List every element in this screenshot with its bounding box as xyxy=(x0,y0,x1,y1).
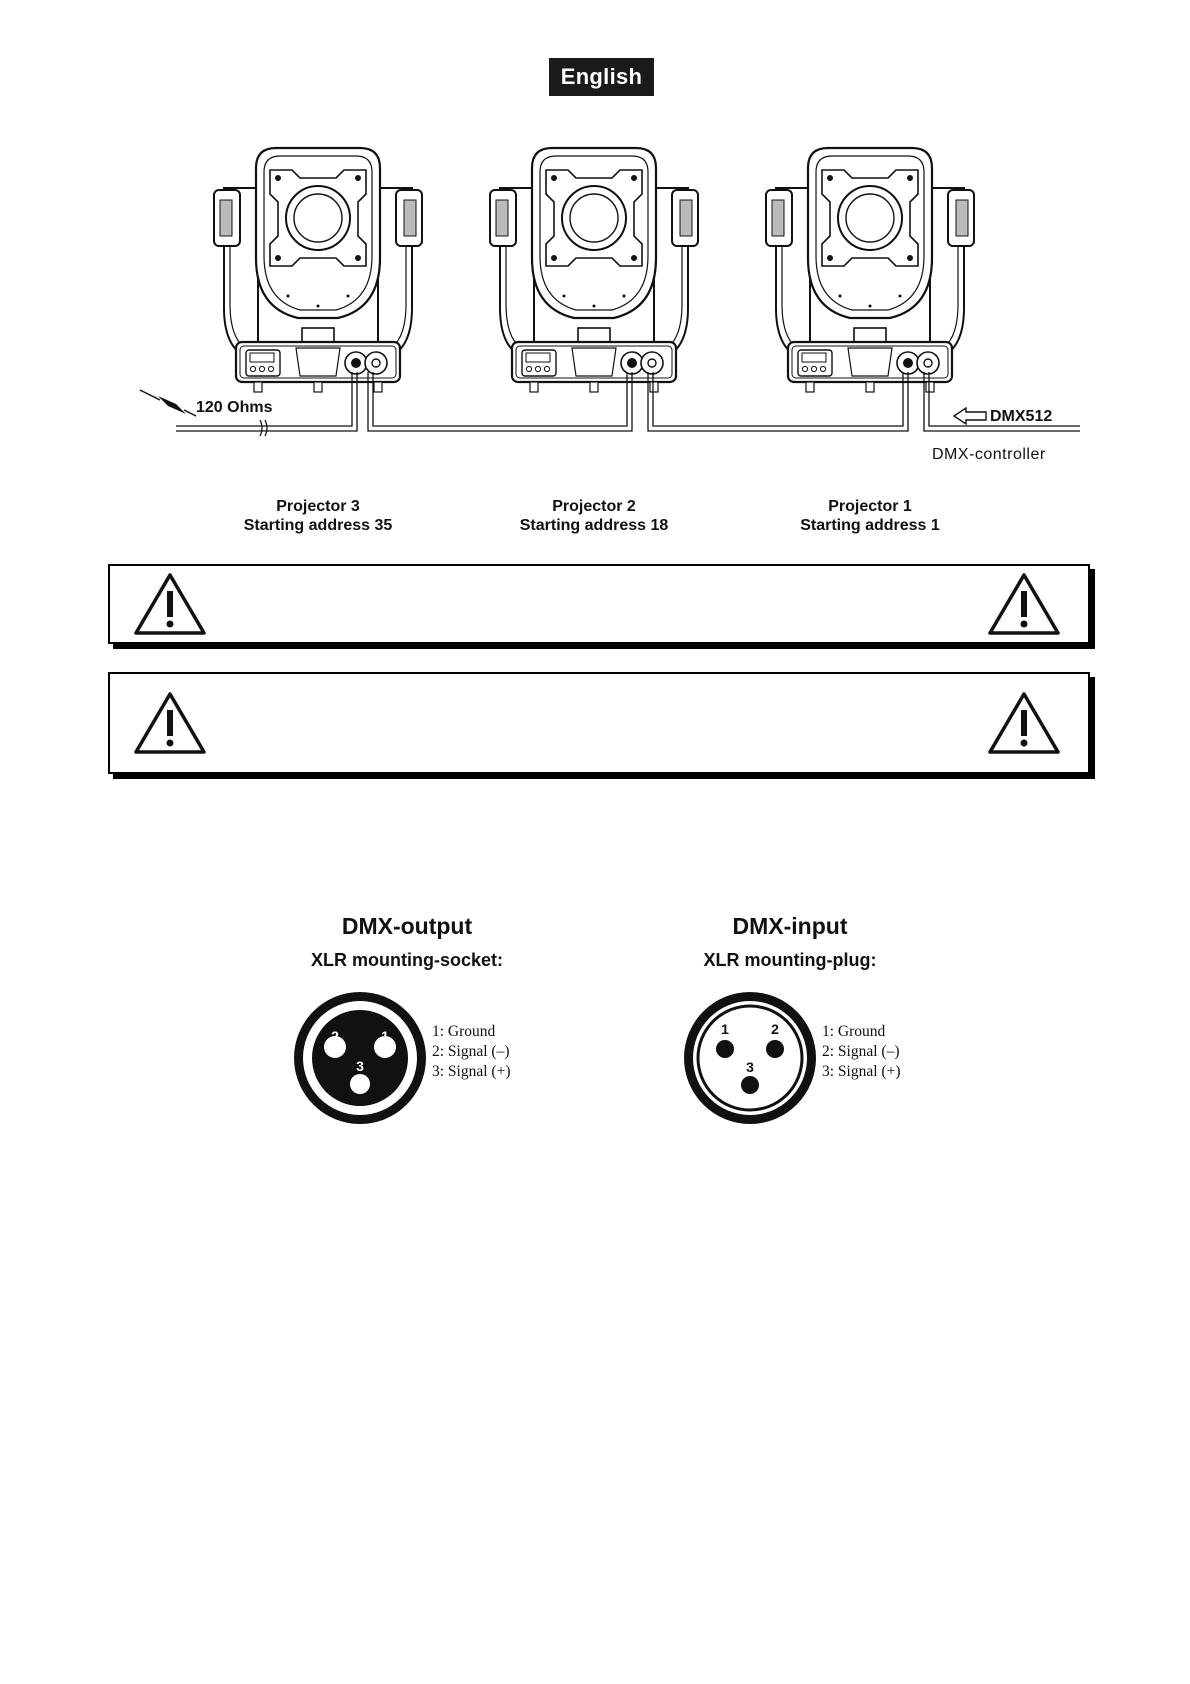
dmx512-label: DMX512 xyxy=(990,408,1053,425)
warning-triangle-icon xyxy=(132,571,208,637)
dmx-input-section xyxy=(640,912,940,972)
pin-legend-item: 2: Signal (–) xyxy=(432,1043,510,1060)
terminator-label: 120 Ohms xyxy=(196,399,273,416)
warning-triangle-icon xyxy=(986,690,1062,756)
projector-2-drawing xyxy=(490,148,698,392)
projector-3-caption xyxy=(208,497,428,535)
pin-legend-item: 3: Signal (+) xyxy=(432,1063,511,1080)
projector-3-drawing xyxy=(214,148,422,392)
projector-name: Projector 2 xyxy=(552,498,636,515)
warning-triangle-icon xyxy=(986,571,1062,637)
projector-address: Starting address 35 xyxy=(243,517,393,534)
warning-triangle-icon xyxy=(132,690,208,756)
plug-pin-label: 2 xyxy=(771,1021,779,1037)
plug-pin-label: 3 xyxy=(746,1059,754,1075)
dmx-output-section xyxy=(257,912,557,972)
socket-pin-label: 3 xyxy=(356,1058,364,1074)
dmx-input-subtitle: XLR mounting-plug: xyxy=(703,950,877,970)
projector-1-drawing xyxy=(766,148,974,392)
dmx-wiring-diagram xyxy=(0,0,1190,560)
projector-address: Starting address 1 xyxy=(800,517,940,534)
dmx-output-title: DMX-output xyxy=(341,913,473,939)
socket-pin-label: 2 xyxy=(331,1028,339,1044)
pin-legend-item: 1: Ground xyxy=(432,1023,496,1040)
warning-box xyxy=(108,672,1090,774)
xlr-plug-icon xyxy=(680,988,820,1128)
projector-name: Projector 1 xyxy=(828,498,912,515)
pin-legend-item: 2: Signal (–) xyxy=(822,1043,900,1060)
pin-legend-item: 1: Ground xyxy=(822,1023,886,1040)
dmx-output-subtitle: XLR mounting-socket: xyxy=(311,950,503,970)
dmx-input-pin-legend xyxy=(822,1022,900,1082)
projector-name: Projector 3 xyxy=(276,498,360,515)
plug-pin-label: 1 xyxy=(721,1021,729,1037)
dmx-input-title: DMX-input xyxy=(732,913,848,939)
terminator-resistor-icon xyxy=(140,390,196,416)
dmx-controller-label: DMX-controller xyxy=(932,446,1046,463)
projector-address: Starting address 18 xyxy=(519,517,669,534)
xlr-socket-icon xyxy=(290,988,430,1128)
socket-pin-label: 1 xyxy=(381,1028,389,1044)
warning-box xyxy=(108,564,1090,644)
pin-legend-item: 3: Signal (+) xyxy=(822,1063,901,1080)
projector-2-caption xyxy=(484,497,704,535)
cable-break-mark xyxy=(260,420,267,436)
input-arrow-icon xyxy=(954,408,986,424)
language-badge: English xyxy=(549,58,654,96)
dmx-output-pin-legend xyxy=(432,1022,510,1082)
projector-1-caption xyxy=(760,497,980,535)
